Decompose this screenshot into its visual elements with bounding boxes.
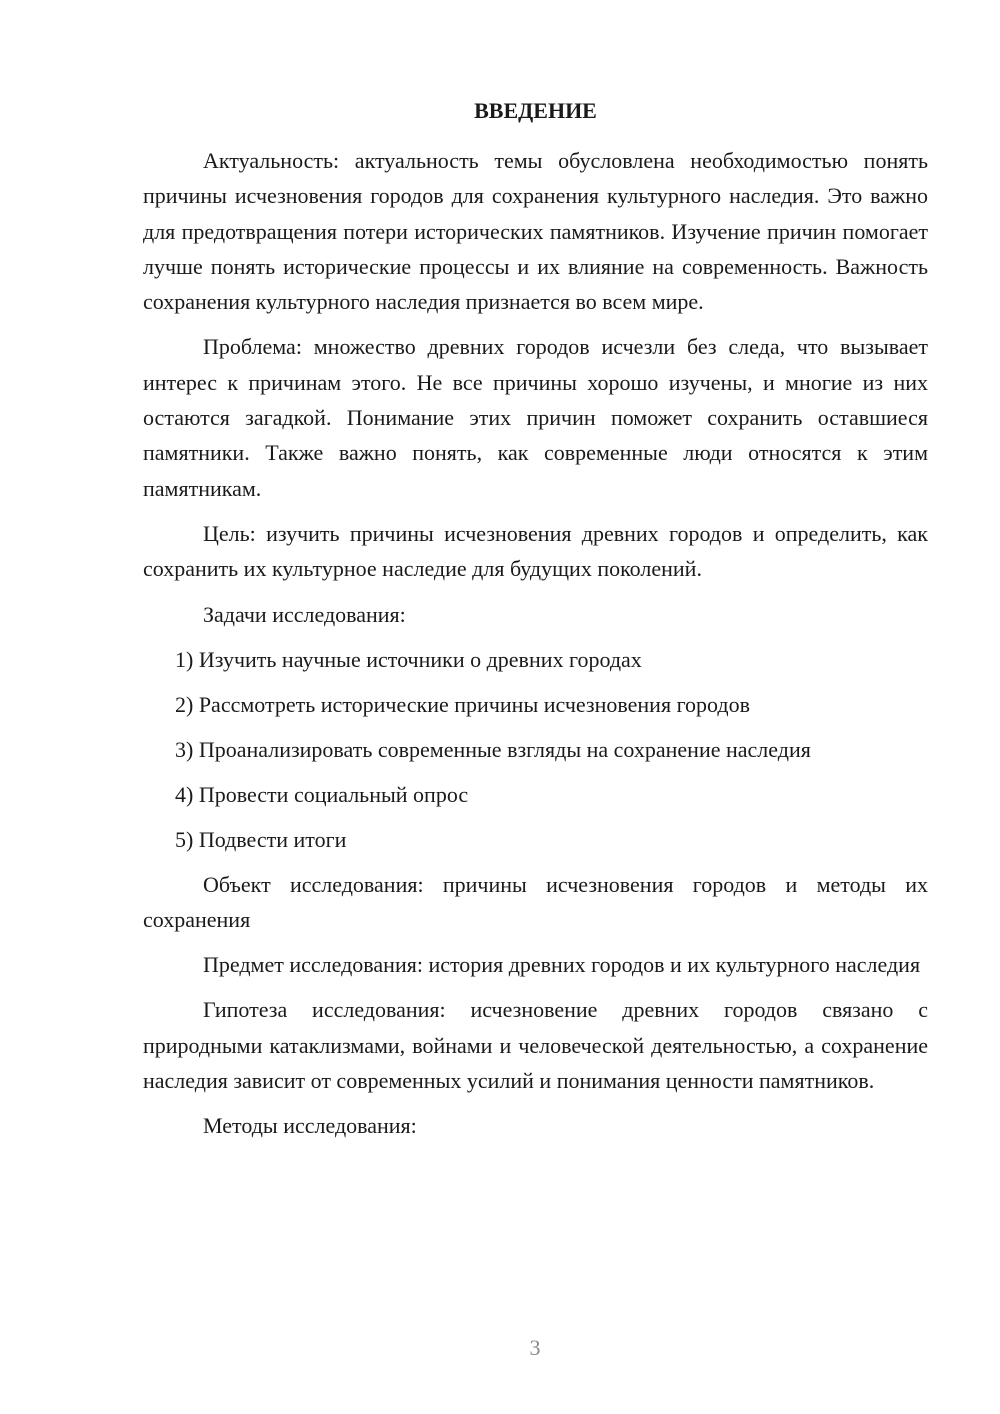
methods-heading: Методы исследования: bbox=[203, 1113, 417, 1139]
paragraph-hypothesis: Гипотеза исследования: исчезновение древних городов связано с природными катаклизмами, войнами и человеческой деятельностью, а сохранение наследия зависит от современных усилий и понимания ценности памятников. bbox=[143, 997, 928, 1094]
paragraph-object: Объект исследования: причины исчезновения городов и методы их сохранения bbox=[143, 871, 928, 932]
list-item: 1) Изучить научные источники о древних городах bbox=[175, 646, 642, 672]
list-item: 5) Подвести итоги bbox=[175, 826, 347, 852]
page-number: 3 bbox=[529, 1335, 541, 1360]
list-item: 2) Рассмотреть исторические причины исчезновения городов bbox=[175, 691, 750, 717]
page-content bbox=[143, 96, 928, 1143]
paragraph-subject: Предмет исследования: история древних городов и их культурного наследия bbox=[203, 952, 921, 978]
paragraph-goal: Цель: изучить причины исчезновения древних городов и определить, как сохранить их культурное наследие для будущих поколений. bbox=[143, 520, 928, 582]
page-title: ВВЕДЕНИЕ bbox=[474, 98, 597, 123]
list-item: 4) Провести социальный опрос bbox=[175, 781, 469, 807]
paragraph-actuality: Актуальность: актуальность темы обусловлена необходимостью понять причины исчезновения городов для сохранения культурного наследия. Это важно для предотвращения потери исторических памятников. Изучение причин помогает лучше понять исторические процессы и их влияние на современность. Важность сохранения культурного наследия признается во всем мире. bbox=[143, 148, 928, 315]
task-list bbox=[143, 642, 928, 857]
paragraph-problem: Проблема: множество древних городов исчезли без следа, что вызывает интерес к причинам этого. Не все причины хорошо изучены, и многие из них остаются загадкой. Понимание этих причин поможет сохранить оставшиеся памятники. Также важно понять, как современные люди относятся к этим памятникам. bbox=[143, 334, 928, 501]
tasks-heading: Задачи исследования: bbox=[203, 601, 406, 627]
list-item: 3) Проанализировать современные взгляды на сохранение наследия bbox=[175, 736, 811, 762]
